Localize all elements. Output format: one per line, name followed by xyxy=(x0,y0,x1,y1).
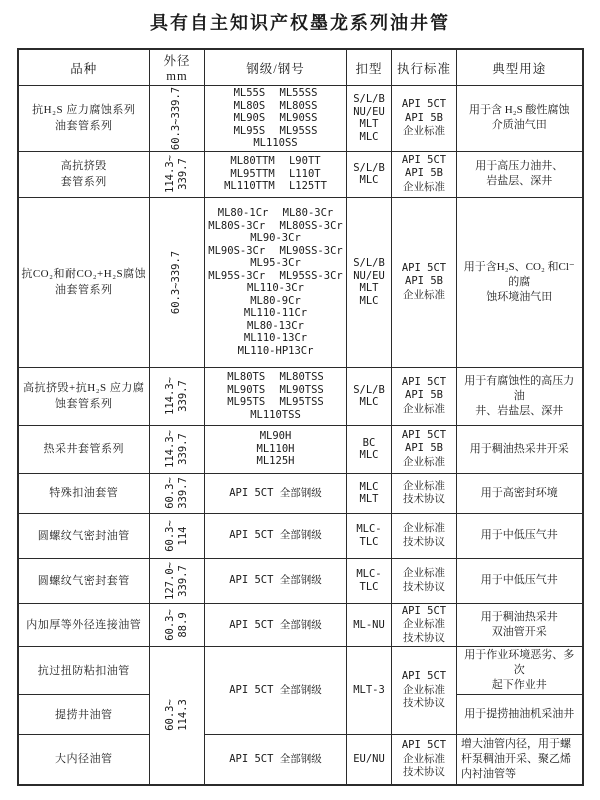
text-line: 高抗挤毁+抗H₂S 应力腐 xyxy=(23,382,145,394)
text-line: 339.7 xyxy=(177,380,189,412)
text-line: 339.7 xyxy=(177,158,189,190)
text-line: 大内径油管 xyxy=(55,753,113,766)
text-line: ML110-HP13Cr xyxy=(237,344,314,357)
text-line: 339.7 xyxy=(177,564,189,597)
text-line: API 5CT xyxy=(401,670,447,683)
text-line: ML-NU xyxy=(353,618,385,631)
text-line: 114 xyxy=(176,526,189,545)
text-line: NU/EU xyxy=(353,269,385,282)
text-line: 用于稠油热采井 xyxy=(480,610,558,623)
text-line: 企业标准 xyxy=(403,455,445,468)
text-line: 企业标准 xyxy=(403,618,445,630)
text-line: ML80S ML80SS xyxy=(233,99,318,112)
text-line: API 5B xyxy=(405,442,443,455)
od-vertical-text xyxy=(164,562,190,600)
text-line: 技术协议 xyxy=(403,580,445,593)
text-line: 增大油管内径，用于螺 xyxy=(461,737,571,750)
cell-typical-use xyxy=(457,603,583,647)
cell-variety xyxy=(18,513,150,558)
od-vertical-wrap xyxy=(150,368,204,425)
text-line: API 5B xyxy=(405,111,443,124)
text-line: 用于作业环境恶劣、多次 xyxy=(464,649,575,676)
oil-pipe-table xyxy=(17,48,584,786)
cell-steel-grades xyxy=(205,151,347,197)
header-variety: 品种 xyxy=(18,49,150,86)
text-line: BC xyxy=(362,436,376,449)
header-thread-type: 扣型 xyxy=(347,49,392,86)
text-line: ML95S ML95SS xyxy=(233,124,318,137)
cell-standard xyxy=(392,86,457,152)
text-line: ML95TTM L110T xyxy=(230,167,321,180)
cell-outer-diameter xyxy=(150,151,205,197)
text-line: 127.0~ xyxy=(164,561,176,600)
text-line: 企业标准 xyxy=(403,125,445,137)
text-line: 特殊扣油套管 xyxy=(49,487,119,499)
table-row xyxy=(18,603,583,647)
text-line: 114.3 xyxy=(176,699,189,732)
text-line: MLC xyxy=(359,294,379,307)
text-line: 内加厚等外径连接油管 xyxy=(26,618,142,631)
text-line: ML90S-3Cr ML90SS-3Cr xyxy=(208,244,343,257)
text-line: ML90-3Cr xyxy=(250,232,301,244)
cell-standard xyxy=(392,603,457,647)
text-line: 技术协议 xyxy=(403,493,445,505)
cell-steel-grades xyxy=(205,603,347,647)
text-line: 油套管系列 xyxy=(55,284,113,296)
text-line: 用于高压力油井、 xyxy=(475,160,564,172)
text-line: 用于中低压气井 xyxy=(480,529,558,541)
text-line: EU/NU xyxy=(353,753,385,765)
text-line: 企业标准 xyxy=(403,180,445,193)
cell-variety xyxy=(18,367,150,425)
text-line: 套管系列 xyxy=(60,176,107,188)
text-line: NU/EU xyxy=(353,105,385,118)
cell-outer-diameter xyxy=(150,513,205,558)
cell-thread-type xyxy=(347,473,392,513)
text-line: 技术协议 xyxy=(403,697,445,710)
text-line: 圆螺纹气密封套管 xyxy=(37,574,130,587)
cell-typical-use xyxy=(457,473,583,513)
od-vertical-wrap xyxy=(150,474,204,513)
text-line: API 5B xyxy=(405,389,443,402)
text-line: 企业标准 xyxy=(403,522,445,534)
text-line: MLT xyxy=(359,118,379,131)
text-line: API 5CT xyxy=(401,153,447,166)
text-line: ML90S ML90SS xyxy=(233,112,318,124)
cell-typical-use xyxy=(457,513,583,558)
text-line: API 5CT 全部钢级 xyxy=(229,684,322,697)
cell-variety xyxy=(18,603,150,647)
text-line: 企业标准 xyxy=(403,288,445,301)
cell-typical-use xyxy=(457,735,583,785)
cell-thread-type xyxy=(347,151,392,197)
table-row xyxy=(18,735,583,785)
text-line: API 5CT 全部钢级 xyxy=(229,486,322,499)
text-line: S/L/B xyxy=(353,93,385,106)
text-line: API 5CT xyxy=(401,604,447,617)
cell-variety xyxy=(18,197,150,367)
text-line: 圆螺纹气密封油管 xyxy=(37,529,130,542)
table-row xyxy=(18,367,583,425)
text-line: 用于高密封环境 xyxy=(480,486,558,499)
cell-standard xyxy=(392,735,457,785)
cell-thread-type xyxy=(347,735,392,785)
text-line: ML125H xyxy=(256,455,295,468)
cell-outer-diameter xyxy=(150,647,205,785)
od-vertical-text xyxy=(164,609,190,641)
cell-variety xyxy=(18,558,150,603)
text-line: MLC-TLC xyxy=(356,568,382,593)
cell-thread-type xyxy=(347,558,392,603)
text-line: 双油管开采 xyxy=(491,625,547,638)
od-vertical-wrap xyxy=(150,604,204,647)
text-line: ML110-11Cr xyxy=(243,307,308,319)
text-line: API 5CT xyxy=(401,375,447,388)
cell-thread-type xyxy=(347,647,392,735)
cell-variety xyxy=(18,647,150,695)
table-row xyxy=(18,86,583,152)
text-line: 企业标准 xyxy=(403,402,445,415)
cell-thread-type xyxy=(347,603,392,647)
od-vertical-text xyxy=(171,250,184,313)
text-line: API 5CT xyxy=(401,261,447,274)
text-line: 114.3~ xyxy=(164,155,176,193)
text-line: 60.3~339.7 xyxy=(170,86,183,150)
od-vertical-wrap xyxy=(150,647,204,784)
text-line: API 5CT 全部钢级 xyxy=(229,753,322,765)
text-line: 339.7 xyxy=(176,477,189,509)
table-row xyxy=(18,151,583,197)
od-vertical-wrap xyxy=(150,559,204,603)
cell-variety xyxy=(18,425,150,473)
text-line: 提捞井油管 xyxy=(55,708,113,721)
header-outer-diameter: 外径 mm xyxy=(150,49,205,86)
text-line: 企业标准 xyxy=(403,752,445,765)
cell-thread-type xyxy=(347,367,392,425)
text-line: MLC xyxy=(359,449,379,461)
table-row xyxy=(18,425,583,473)
cell-typical-use xyxy=(457,558,583,603)
text-line: MLC-TLC xyxy=(356,523,382,548)
text-line: 抗CO₂和耐CO₂+H₂S腐蚀 xyxy=(21,268,147,280)
table-row xyxy=(18,647,583,695)
text-line: 井、岩盐层、深井 xyxy=(475,404,564,417)
text-line: MLC xyxy=(359,174,379,186)
cell-outer-diameter xyxy=(150,86,205,152)
text-line: ML110SS xyxy=(253,137,298,149)
text-line: 高抗挤毁 xyxy=(60,160,107,172)
text-line: 介质油气田 xyxy=(491,119,547,132)
cell-steel-grades xyxy=(205,513,347,558)
text-line: ML90TS ML90TSS xyxy=(227,383,324,396)
text-line: ML110TSS xyxy=(250,408,301,421)
header-standard: 执行标准 xyxy=(392,49,457,86)
text-line: API 5B xyxy=(405,167,443,180)
text-line: 企业标准 xyxy=(403,479,445,492)
text-line: ML80S-3Cr ML80SS-3Cr xyxy=(208,219,343,232)
text-line: S/L/B xyxy=(353,161,385,174)
text-line: 114.3~ xyxy=(164,430,176,468)
text-line: S/L/B xyxy=(353,383,385,396)
od-vertical-wrap xyxy=(150,198,204,367)
od-vertical-text xyxy=(164,699,190,731)
cell-thread-type xyxy=(347,513,392,558)
text-line: API 5CT xyxy=(401,98,447,110)
cell-steel-grades xyxy=(205,558,347,603)
cell-standard xyxy=(392,558,457,603)
text-line: 88.9 xyxy=(176,612,189,638)
cell-variety xyxy=(18,151,150,197)
text-line: 60.3~ xyxy=(163,608,176,641)
text-line: 用于中低压气井 xyxy=(480,574,558,586)
text-line: 抗H₂S 应力腐蚀系列 xyxy=(32,104,136,117)
cell-outer-diameter xyxy=(150,558,205,603)
table-row xyxy=(18,473,583,513)
cell-variety xyxy=(18,86,150,152)
text-line: ML80-13Cr xyxy=(247,319,304,332)
header-row xyxy=(18,49,583,86)
table-row xyxy=(18,197,583,367)
cell-steel-grades xyxy=(205,86,347,152)
cell-thread-type xyxy=(347,86,392,152)
text-line: API 5CT 全部钢级 xyxy=(229,529,322,542)
cell-variety xyxy=(18,695,150,735)
header-typical-use: 典型用途 xyxy=(457,49,583,86)
od-vertical-text xyxy=(171,87,184,150)
od-vertical-wrap xyxy=(150,86,204,151)
text-line: MLC xyxy=(359,480,379,493)
table-row xyxy=(18,513,583,558)
cell-outer-diameter xyxy=(150,603,205,647)
text-line: MLT xyxy=(359,282,379,294)
text-line: ML80-9Cr xyxy=(250,294,301,307)
text-line: 企业标准 xyxy=(403,567,445,579)
text-line: API 5B xyxy=(405,275,443,288)
text-line: 60.3~ xyxy=(163,519,176,552)
cell-steel-grades xyxy=(205,735,347,785)
od-vertical-wrap xyxy=(150,426,204,473)
text-line: 60.3~339.7 xyxy=(170,250,183,314)
cell-variety xyxy=(18,473,150,513)
text-line: ML90H xyxy=(259,430,292,443)
od-vertical-text xyxy=(164,155,190,193)
text-line: API 5CT xyxy=(401,739,447,751)
text-line: 用于含H₂S、CO₂ 和Cl⁻的腐 xyxy=(463,260,575,288)
header-steel-grade: 钢级/钢号 xyxy=(205,49,347,86)
text-line: MLT xyxy=(359,493,379,505)
page-title: 具有自主知识产权墨龙系列油井管 xyxy=(150,13,450,33)
text-line: 技术协议 xyxy=(403,535,445,548)
cell-standard xyxy=(392,425,457,473)
cell-outer-diameter xyxy=(150,197,205,367)
cell-standard xyxy=(392,151,457,197)
text-line: ML55S ML55SS xyxy=(233,87,318,99)
text-line: ML95TS ML95TSS xyxy=(227,396,324,408)
od-vertical-wrap xyxy=(150,152,204,197)
text-line: ML110H xyxy=(256,442,295,455)
text-line: 企业标准 xyxy=(403,683,445,696)
od-vertical-text xyxy=(164,430,190,468)
cell-steel-grades xyxy=(205,197,347,367)
text-line: 用于稠油热采井开采 xyxy=(469,442,569,455)
cell-typical-use xyxy=(457,86,583,152)
cell-standard xyxy=(392,367,457,425)
text-line: 蚀套管系列 xyxy=(55,398,113,410)
cell-outer-diameter xyxy=(150,473,205,513)
text-line: 60.3~ xyxy=(163,477,176,509)
cell-standard xyxy=(392,647,457,735)
text-line: ML80TS ML80TSS xyxy=(227,371,324,383)
cell-outer-diameter xyxy=(150,367,205,425)
cell-typical-use xyxy=(457,425,583,473)
text-line: API 5CT 全部钢级 xyxy=(229,618,322,631)
od-vertical-wrap xyxy=(150,514,204,558)
od-vertical-text xyxy=(164,477,190,509)
cell-typical-use xyxy=(457,197,583,367)
table-row xyxy=(18,558,583,603)
text-line: ML110TTM L125TT xyxy=(224,180,327,193)
text-line: API 5CT 全部钢级 xyxy=(229,574,322,587)
text-line: 油套管系列 xyxy=(55,120,113,133)
text-line: MLT-3 xyxy=(353,684,385,697)
text-line: S/L/B xyxy=(353,257,385,269)
cell-typical-use xyxy=(457,695,583,735)
text-line: MLC xyxy=(359,396,379,408)
text-line: 技术协议 xyxy=(403,766,445,778)
text-line: 热采井套管系列 xyxy=(43,443,124,455)
cell-standard xyxy=(392,473,457,513)
text-line: 用于提捞抽油机采油井 xyxy=(464,708,575,720)
text-line: ML95-3Cr xyxy=(250,257,301,269)
text-line: 内衬油管等 xyxy=(461,767,516,780)
text-line: 339.7 xyxy=(177,433,189,465)
text-line: ML80TTM L90TT xyxy=(230,155,321,168)
cell-thread-type xyxy=(347,425,392,473)
cell-steel-grades xyxy=(205,473,347,513)
text-line: 杆泵稠油开采、聚乙烯 xyxy=(461,752,571,765)
cell-steel-grades xyxy=(205,425,347,473)
text-line: 起下作业井 xyxy=(491,679,547,691)
od-vertical-text xyxy=(164,377,190,415)
cell-steel-grades xyxy=(205,647,347,735)
text-line: 抗过扭防粘扣油管 xyxy=(37,664,130,677)
text-line: MLC xyxy=(359,130,379,143)
text-line: 60.3~ xyxy=(163,699,176,732)
text-line: 用于含 H₂S 酸性腐蚀 xyxy=(469,104,570,117)
text-line: ML110-3Cr xyxy=(247,282,304,294)
text-line: 技术协议 xyxy=(403,631,445,644)
cell-outer-diameter xyxy=(150,425,205,473)
text-line: 用于有腐蚀性的高压力油 xyxy=(464,374,575,402)
text-line: ML80-1Cr ML80-3Cr xyxy=(217,207,334,219)
cell-standard xyxy=(392,513,457,558)
text-line: 114.3~ xyxy=(164,377,176,415)
cell-standard xyxy=(392,197,457,367)
cell-typical-use xyxy=(457,647,583,695)
cell-variety xyxy=(18,735,150,785)
cell-typical-use xyxy=(457,151,583,197)
cell-typical-use xyxy=(457,367,583,425)
od-vertical-text xyxy=(164,520,190,552)
text-line: 岩盐层、深井 xyxy=(486,175,553,187)
text-line: ML95S-3Cr ML95SS-3Cr xyxy=(208,269,343,282)
cell-thread-type xyxy=(347,197,392,367)
text-line: API 5CT xyxy=(401,428,447,441)
text-line: ML110-13Cr xyxy=(243,332,308,344)
cell-steel-grades xyxy=(205,367,347,425)
text-line: 蚀环境油气田 xyxy=(486,290,553,303)
